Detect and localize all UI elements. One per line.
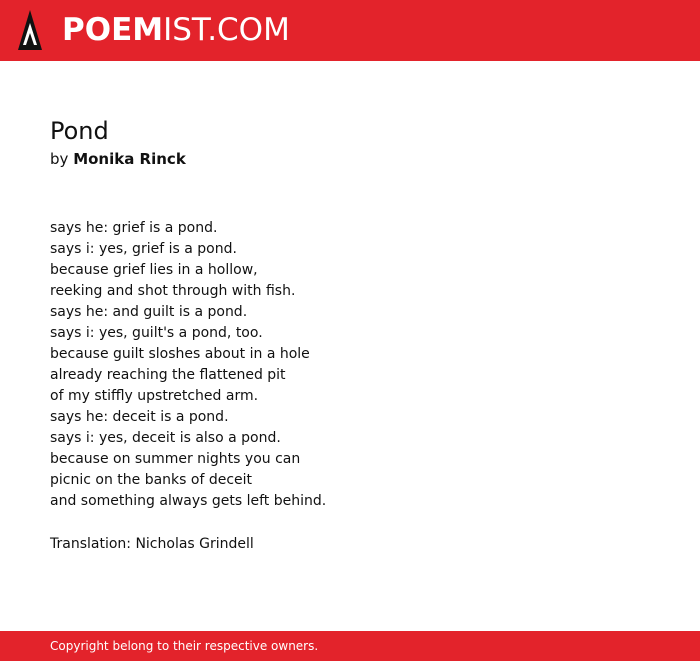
by-label: by <box>50 150 69 168</box>
poem-byline <box>50 149 186 169</box>
poem-line: says he: and guilt is a pond. <box>50 304 248 320</box>
poem-line: says he: grief is a pond. <box>50 220 218 236</box>
logo-bold: POEM <box>62 12 164 48</box>
poem-line: because on summer nights you can <box>50 451 301 467</box>
poem-line: of my stiffly upstretched arm. <box>50 388 259 404</box>
logo-light: IST.COM <box>163 12 290 48</box>
site-logo[interactable] <box>62 11 290 49</box>
poem-line: already reaching the flattened pit <box>50 367 286 383</box>
site-footer <box>0 631 700 661</box>
poem-author: Monika Rinck <box>73 150 186 168</box>
copyright-text: Copyright belong to their respective owners. <box>50 639 319 653</box>
site-header <box>0 0 700 61</box>
poem-line: reeking and shot through with fish. <box>50 283 296 299</box>
poem-body <box>50 218 650 512</box>
poem-line: says he: deceit is a pond. <box>50 409 229 425</box>
poem-title: Pond <box>50 117 109 145</box>
poem-line: says i: yes, guilt's a pond, too. <box>50 325 263 341</box>
pencil-icon[interactable] <box>17 9 43 51</box>
poem-line: says i: yes, deceit is also a pond. <box>50 430 281 446</box>
poem-line: says i: yes, grief is a pond. <box>50 241 237 257</box>
poem-line: picnic on the banks of deceit <box>50 472 253 488</box>
poem-line: because guilt sloshes about in a hole <box>50 346 310 362</box>
poem-line: and something always gets left behind. <box>50 493 327 509</box>
translation-credit: Translation: Nicholas Grindell <box>50 536 254 552</box>
poem-line: because grief lies in a hollow, <box>50 262 258 278</box>
